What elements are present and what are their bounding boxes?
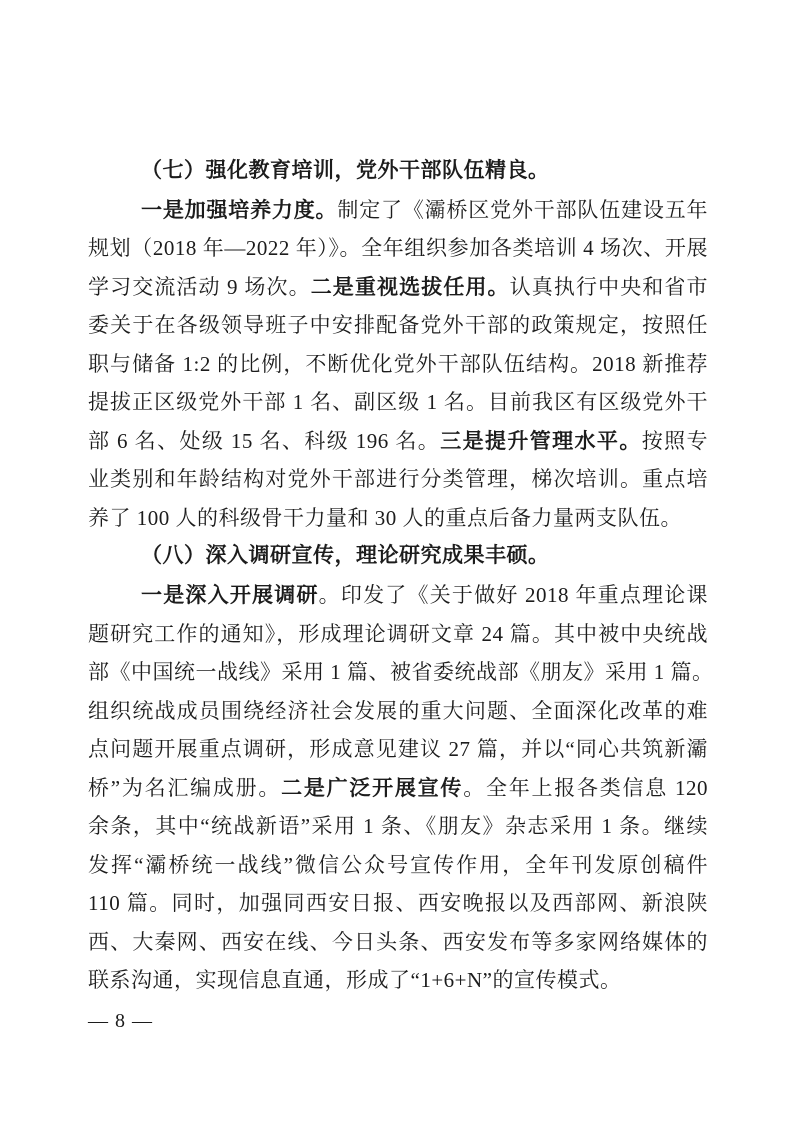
text-line bbox=[88, 306, 708, 345]
body-text: 职与储备 1:2 的比例，不断优化党外干部队伍结构。2018 新推荐 bbox=[88, 351, 708, 376]
body-text: 联系沟通，实现信息直通，形成了“1+6+N”的宣传模式。 bbox=[88, 968, 622, 993]
emphasis-text: 一是加强培养力度。 bbox=[141, 198, 338, 222]
body-text: 点问题开展重点调研，形成意见建议 27 篇，并以“同心共筑新灞 bbox=[88, 737, 708, 762]
body-text: 规划（2018 年—2022 年）》。全年组织参加各类培训 4 场次、开展 bbox=[88, 236, 708, 261]
emphasis-text: （八）深入调研宣传，理论研究成果丰硕。 bbox=[141, 544, 550, 568]
text-line bbox=[88, 576, 708, 615]
text-line bbox=[88, 730, 708, 769]
emphasis-text: 一是深入开展调研 bbox=[141, 584, 319, 608]
text-line bbox=[88, 807, 708, 846]
body-text: 。全年上报各类信息 120 bbox=[463, 775, 709, 800]
text-line bbox=[88, 229, 708, 268]
emphasis-text: 二是重视选拔任用。 bbox=[310, 275, 510, 299]
body-text: 业类别和年龄结构对党外干部进行分类管理，梯次培训。重点培 bbox=[88, 467, 708, 492]
emphasis-text: （七）强化教育培训，党外干部队伍精良。 bbox=[141, 159, 550, 182]
text-line bbox=[88, 769, 708, 808]
body-text: 按照专 bbox=[641, 428, 709, 453]
text-line bbox=[88, 460, 708, 499]
emphasis-text: 三是提升管理水平。 bbox=[440, 429, 642, 453]
section-heading bbox=[88, 537, 708, 576]
document-body bbox=[88, 152, 714, 1000]
body-text: 提拔正区级党外干部 1 名、副区级 1 名。目前我区有区级党外干 bbox=[88, 390, 708, 415]
body-text: 题研究工作的通知》，形成理论调研文章 24 篇。其中被中央统战 bbox=[88, 621, 708, 646]
body-text: 组织统战成员围绕经济社会发展的重大问题、全面深化改革的难 bbox=[88, 698, 708, 723]
text-line bbox=[88, 383, 708, 422]
body-text: 余条，其中“统战新语”采用 1 条、《朋友》杂志采用 1 条。继续 bbox=[88, 814, 708, 839]
emphasis-text: 二是广泛开展宣传 bbox=[281, 776, 464, 800]
page-number: — 8 — bbox=[88, 1010, 153, 1032]
text-line bbox=[88, 653, 714, 692]
body-text: 。印发了《关于做好 2018 年重点理论课 bbox=[318, 583, 709, 608]
text-line bbox=[88, 191, 708, 230]
body-text: 学习交流活动 9 场次。 bbox=[88, 274, 311, 299]
body-text: 委关于在各级领导班子中安排配备党外干部的政策规定，按照任 bbox=[88, 313, 708, 338]
section-heading bbox=[88, 152, 708, 191]
text-line bbox=[88, 499, 708, 538]
text-line bbox=[88, 345, 708, 384]
text-line bbox=[88, 615, 708, 654]
body-text: 认真执行中央和省市 bbox=[509, 274, 709, 299]
body-text: 110 篇。同时，加强同西安日报、西安晚报以及西部网、新浪陕 bbox=[88, 891, 708, 916]
body-text: 桥”为名汇编成册。 bbox=[88, 775, 282, 800]
text-line bbox=[88, 692, 708, 731]
body-text: 部 6 名、处级 15 名、科级 196 名。 bbox=[88, 428, 441, 453]
text-line bbox=[88, 884, 708, 923]
body-text: 养了 100 人的科级骨干力量和 30 人的重点后备力量两支队伍。 bbox=[88, 505, 682, 530]
text-line bbox=[88, 268, 708, 307]
text-line bbox=[88, 923, 708, 962]
text-line bbox=[88, 846, 708, 885]
body-text: 制定了《灞桥区党外干部队伍建设五年 bbox=[337, 197, 709, 222]
text-line bbox=[88, 961, 708, 1000]
text-line bbox=[88, 422, 708, 461]
body-text: 西、大秦网、西安在线、今日头条、西安发布等多家网络媒体的 bbox=[88, 929, 708, 954]
body-text: 部《中国统一战线》采用 1 篇、被省委统战部《朋友》采用 1 篇。 bbox=[88, 660, 714, 685]
body-text: 发挥“灞桥统一战线”微信公众号宣传作用，全年刊发原创稿件 bbox=[88, 852, 708, 877]
